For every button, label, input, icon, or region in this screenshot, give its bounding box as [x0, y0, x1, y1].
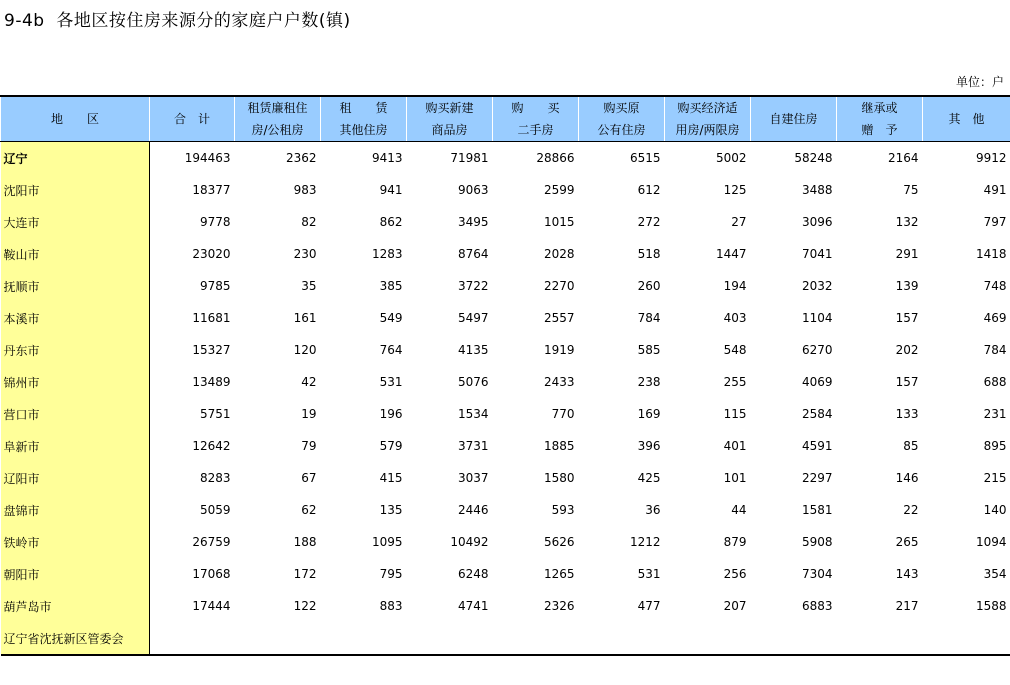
region-cell: 鞍山市	[1, 238, 150, 270]
region-cell: 朝阳市	[1, 558, 150, 590]
value-cell: 217	[895, 599, 919, 613]
value-cell: 941	[379, 183, 403, 197]
column-header-line: 商品房	[431, 123, 468, 137]
data-table	[0, 95, 1010, 656]
value-cell	[665, 622, 751, 655]
value-cell	[923, 622, 1010, 655]
value-cell: 4591	[801, 439, 833, 453]
value-cell: 18377	[192, 183, 231, 197]
value-cell: 188	[293, 535, 317, 549]
column-header-line: 公有住房	[597, 123, 646, 137]
column-header-line: 用房/两限房	[675, 123, 740, 137]
value-cell	[579, 622, 665, 655]
value-cell: 133	[895, 407, 919, 421]
value-cell: 67	[301, 471, 317, 485]
column-header	[665, 96, 751, 142]
value-cell: 1094	[975, 535, 1007, 549]
value-cell: 11681	[192, 311, 231, 325]
value-cell: 425	[637, 471, 661, 485]
column-header	[493, 96, 579, 142]
value-cell: 2446	[457, 503, 489, 517]
value-cell: 2599	[543, 183, 575, 197]
value-cell: 7304	[801, 567, 833, 581]
table-row	[1, 174, 1010, 206]
table-row	[1, 526, 1010, 558]
value-cell: 9912	[975, 151, 1007, 165]
value-cell: 161	[293, 311, 317, 325]
value-cell: 255	[723, 375, 747, 389]
value-cell: 3722	[457, 279, 489, 293]
value-cell: 5059	[199, 503, 231, 517]
value-cell: 194463	[184, 151, 231, 165]
value-cell: 115	[723, 407, 747, 421]
region-cell: 辽阳市	[1, 462, 150, 494]
value-cell: 385	[379, 279, 403, 293]
column-header	[321, 96, 407, 142]
value-cell	[837, 622, 923, 655]
table-row	[1, 206, 1010, 238]
value-cell: 82	[301, 215, 317, 229]
value-cell: 2557	[543, 311, 575, 325]
value-cell: 238	[637, 375, 661, 389]
value-cell: 9778	[199, 215, 231, 229]
region-cell: 阜新市	[1, 430, 150, 462]
region-cell: 营口市	[1, 398, 150, 430]
column-header	[751, 96, 837, 142]
value-cell: 1580	[543, 471, 575, 485]
value-cell: 4741	[457, 599, 489, 613]
value-cell: 44	[731, 503, 747, 517]
column-header-line: 购 买	[511, 101, 560, 115]
value-cell: 265	[895, 535, 919, 549]
value-cell: 202	[895, 343, 919, 357]
value-cell: 579	[379, 439, 403, 453]
table-row	[1, 270, 1010, 302]
value-cell: 139	[895, 279, 919, 293]
value-cell: 3037	[457, 471, 489, 485]
value-cell: 1885	[543, 439, 575, 453]
region-cell: 盘锦市	[1, 494, 150, 526]
column-header	[150, 96, 235, 142]
table-row	[1, 494, 1010, 526]
value-cell: 784	[637, 311, 661, 325]
table-row	[1, 238, 1010, 270]
value-cell	[235, 622, 321, 655]
column-header-line: 赠 予	[861, 123, 898, 137]
value-cell: 135	[379, 503, 403, 517]
value-cell: 101	[723, 471, 747, 485]
value-cell: 36	[645, 503, 661, 517]
value-cell: 146	[895, 471, 919, 485]
value-cell: 7041	[801, 247, 833, 261]
column-header-line: 继承或	[861, 101, 898, 115]
value-cell: 1265	[543, 567, 575, 581]
value-cell: 26759	[192, 535, 231, 549]
value-cell: 1919	[543, 343, 575, 357]
column-header-line: 房/公租房	[251, 123, 304, 137]
region-cell: 丹东市	[1, 334, 150, 366]
region-cell: 大连市	[1, 206, 150, 238]
value-cell: 469	[983, 311, 1007, 325]
value-cell: 62	[301, 503, 317, 517]
table-row	[1, 302, 1010, 334]
value-cell: 4135	[457, 343, 489, 357]
value-cell: 548	[723, 343, 747, 357]
value-cell: 291	[895, 247, 919, 261]
value-cell: 593	[551, 503, 575, 517]
value-cell: 3731	[457, 439, 489, 453]
value-cell: 6270	[801, 343, 833, 357]
value-cell: 169	[637, 407, 661, 421]
value-cell: 58248	[794, 151, 833, 165]
value-cell: 10492	[450, 535, 489, 549]
value-cell: 6515	[629, 151, 661, 165]
value-cell: 9785	[199, 279, 231, 293]
value-cell: 120	[293, 343, 317, 357]
value-cell: 2032	[801, 279, 833, 293]
value-cell: 2297	[801, 471, 833, 485]
table-row	[1, 462, 1010, 494]
value-cell: 1212	[629, 535, 661, 549]
value-cell: 2326	[543, 599, 575, 613]
column-header-line: 购买新建	[425, 101, 474, 115]
column-header-line: 购买经济适	[677, 101, 738, 115]
value-cell: 1447	[715, 247, 747, 261]
value-cell: 879	[723, 535, 747, 549]
table-row	[1, 430, 1010, 462]
region-cell: 辽宁省沈抚新区管委会	[1, 622, 150, 655]
table-row	[1, 334, 1010, 366]
value-cell: 6883	[801, 599, 833, 613]
value-cell: 143	[895, 567, 919, 581]
value-cell: 883	[379, 599, 403, 613]
value-cell: 688	[983, 375, 1007, 389]
value-cell: 196	[379, 407, 403, 421]
value-cell: 531	[379, 375, 403, 389]
value-cell: 157	[895, 311, 919, 325]
value-cell: 5751	[199, 407, 231, 421]
value-cell: 122	[293, 599, 317, 613]
value-cell	[407, 622, 493, 655]
value-cell: 207	[723, 599, 747, 613]
value-cell: 194	[723, 279, 747, 293]
column-header-line: 租赁廉租住	[247, 101, 308, 115]
value-cell: 1015	[543, 215, 575, 229]
value-cell: 1095	[371, 535, 403, 549]
column-header	[235, 96, 321, 142]
value-cell: 132	[895, 215, 919, 229]
value-cell: 15327	[192, 343, 231, 357]
value-cell: 5626	[543, 535, 575, 549]
value-cell: 1588	[975, 599, 1007, 613]
table-row	[1, 142, 1010, 175]
value-cell: 612	[637, 183, 661, 197]
value-cell	[150, 622, 235, 655]
value-cell: 9063	[457, 183, 489, 197]
value-cell: 8764	[457, 247, 489, 261]
value-cell: 5076	[457, 375, 489, 389]
value-cell: 42	[301, 375, 317, 389]
value-cell: 2270	[543, 279, 575, 293]
value-cell	[751, 622, 837, 655]
column-header	[923, 96, 1010, 142]
table-row	[1, 590, 1010, 622]
column-header-line: 其 他	[948, 112, 985, 126]
value-cell: 2433	[543, 375, 575, 389]
value-cell: 22	[903, 503, 919, 517]
region-cell: 锦州市	[1, 366, 150, 398]
value-cell: 230	[293, 247, 317, 261]
value-cell: 6248	[457, 567, 489, 581]
value-cell: 895	[983, 439, 1007, 453]
unit-label: 单位：户	[955, 75, 1004, 89]
column-header-line: 购买原	[603, 101, 640, 115]
region-cell: 铁岭市	[1, 526, 150, 558]
value-cell: 5908	[801, 535, 833, 549]
value-cell: 3488	[801, 183, 833, 197]
value-cell: 1283	[371, 247, 403, 261]
value-cell: 17444	[192, 599, 231, 613]
header-row	[1, 96, 1010, 142]
column-header-line: 合 计	[173, 112, 210, 126]
value-cell: 518	[637, 247, 661, 261]
value-cell: 2362	[285, 151, 317, 165]
region-cell: 本溪市	[1, 302, 150, 334]
column-header-line: 其他住房	[339, 123, 388, 137]
value-cell: 983	[293, 183, 317, 197]
value-cell: 549	[379, 311, 403, 325]
value-cell: 2164	[887, 151, 919, 165]
value-cell: 2584	[801, 407, 833, 421]
value-cell: 491	[983, 183, 1007, 197]
value-cell: 79	[301, 439, 317, 453]
value-cell: 75	[903, 183, 919, 197]
value-cell: 12642	[192, 439, 231, 453]
column-header-line: 租 赁	[339, 101, 388, 115]
value-cell: 157	[895, 375, 919, 389]
column-header-line: 二手房	[517, 123, 554, 137]
column-header-line: 地 区	[50, 112, 99, 126]
value-cell: 1581	[801, 503, 833, 517]
value-cell: 13489	[192, 375, 231, 389]
value-cell: 531	[637, 567, 661, 581]
value-cell: 8283	[199, 471, 231, 485]
value-cell: 27	[731, 215, 747, 229]
value-cell: 770	[551, 407, 575, 421]
value-cell: 1534	[457, 407, 489, 421]
value-cell: 215	[983, 471, 1007, 485]
value-cell	[493, 622, 579, 655]
value-cell: 2028	[543, 247, 575, 261]
value-cell: 862	[379, 215, 403, 229]
table-row	[1, 398, 1010, 430]
region-cell: 沈阳市	[1, 174, 150, 206]
value-cell: 784	[983, 343, 1007, 357]
value-cell: 71981	[450, 151, 489, 165]
value-cell	[321, 622, 407, 655]
value-cell: 3495	[457, 215, 489, 229]
value-cell: 19	[301, 407, 317, 421]
table-row	[1, 622, 1010, 655]
table-row	[1, 558, 1010, 590]
value-cell: 5497	[457, 311, 489, 325]
region-cell: 辽宁	[1, 142, 150, 175]
value-cell: 401	[723, 439, 747, 453]
page-title: 9-4b 各地区按住房来源分的家庭户户数(镇)	[4, 11, 351, 31]
table-row	[1, 366, 1010, 398]
value-cell: 3096	[801, 215, 833, 229]
column-header	[407, 96, 493, 142]
value-cell: 1418	[975, 247, 1007, 261]
value-cell: 748	[983, 279, 1007, 293]
value-cell: 17068	[192, 567, 231, 581]
region-cell: 葫芦岛市	[1, 590, 150, 622]
value-cell: 764	[379, 343, 403, 357]
value-cell: 9413	[371, 151, 403, 165]
value-cell: 125	[723, 183, 747, 197]
column-header	[1, 96, 150, 142]
value-cell: 256	[723, 567, 747, 581]
value-cell: 477	[637, 599, 661, 613]
value-cell: 585	[637, 343, 661, 357]
column-header	[579, 96, 665, 142]
value-cell: 4069	[801, 375, 833, 389]
value-cell: 1104	[801, 311, 833, 325]
value-cell: 272	[637, 215, 661, 229]
value-cell: 35	[301, 279, 317, 293]
value-cell: 231	[983, 407, 1007, 421]
value-cell: 23020	[192, 247, 231, 261]
value-cell: 354	[983, 567, 1007, 581]
region-cell: 抚顺市	[1, 270, 150, 302]
column-header	[837, 96, 923, 142]
value-cell: 403	[723, 311, 747, 325]
value-cell: 172	[293, 567, 317, 581]
value-cell: 415	[379, 471, 403, 485]
value-cell: 396	[637, 439, 661, 453]
value-cell: 5002	[715, 151, 747, 165]
column-header-line: 自建住房	[769, 112, 818, 126]
value-cell: 797	[983, 215, 1007, 229]
value-cell: 140	[983, 503, 1007, 517]
value-cell: 795	[379, 567, 403, 581]
value-cell: 28866	[536, 151, 575, 165]
value-cell: 260	[637, 279, 661, 293]
value-cell: 85	[903, 439, 919, 453]
